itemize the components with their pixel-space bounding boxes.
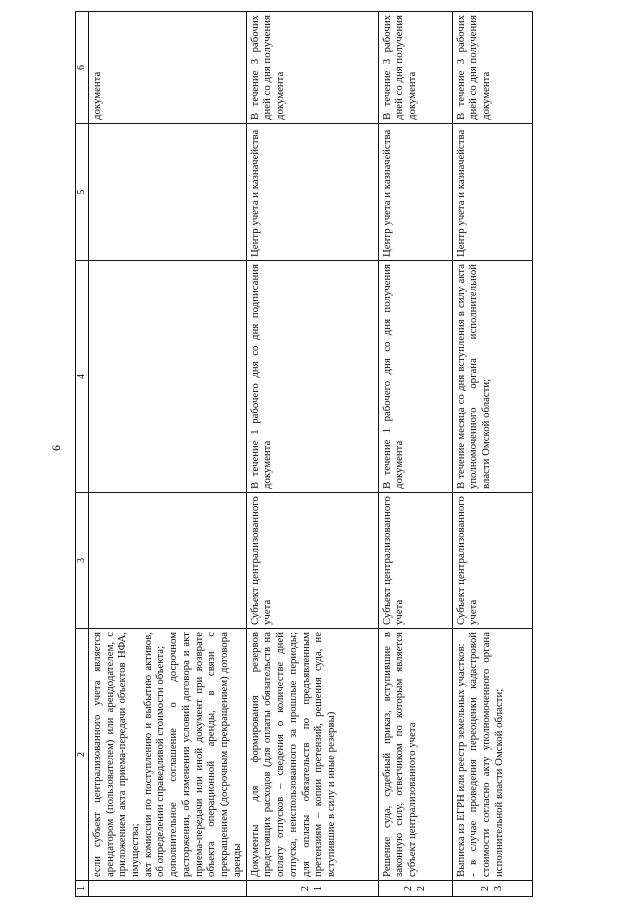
submitter-cell: Субъект централизованного учета — [378, 493, 452, 629]
document-line: если субъект централизованного учета является арендатором (пользователем) или арендодателем, с приложением акта приема-передачи объектов НФА, имущества; — [90, 632, 141, 877]
table-row — [378, 12, 452, 897]
column-number: 1 — [76, 881, 89, 897]
deadline-cell: В течение 1 рабочего дня со дня получения документа — [378, 261, 452, 493]
table-row — [246, 12, 378, 897]
column-number-row — [76, 12, 89, 897]
recipient-cell: Центр учета и казначейства — [246, 124, 378, 261]
document-line: - в случае проведения переоценки кадастровой стоимости согласно акту уполномоченного органа исполнительной власти Омской области; — [467, 632, 505, 877]
submitter-cell — [88, 493, 246, 629]
row-number-cell — [88, 881, 246, 897]
document-cell — [88, 629, 246, 881]
submitter-cell: Субъект централизованного учета — [452, 493, 532, 629]
recipient-cell: Центр учета и казначейства — [378, 124, 452, 261]
column-number: 2 — [76, 629, 89, 881]
document-cell — [452, 629, 532, 881]
document-line: Выписка из ЕГРН или реестр земельных участков: — [454, 643, 467, 877]
recipient-cell: Центр учета и казначейства — [452, 124, 532, 261]
document-line: дополнительное соглашение о досрочном расторжении, об изменении условий договора и акт приема-передачи или иной документ при возврате объекта операционной аренды, в связи с прекращением (досрочным прекращением) договора аренды — [167, 632, 243, 877]
column-number: 6 — [76, 12, 89, 124]
processing-cell: документа — [88, 12, 246, 124]
row-number: 21 — [246, 881, 378, 897]
column-number: 3 — [76, 493, 89, 629]
document-line: акт комиссии по поступлению и выбытию активов, об определении справедливой стоимости объекта; — [141, 632, 167, 877]
row-number: 22 — [378, 881, 452, 897]
rotated-page — [75, 12, 615, 897]
processing-cell: В течение 3 рабочих дней со дня получения документа — [452, 12, 532, 124]
page-number: 6 — [49, 445, 63, 451]
column-number: 5 — [76, 124, 89, 261]
deadline-cell: В течение 1 рабочего дня со дня подписания документа — [246, 261, 378, 493]
document-cell: Решение суда, судебный приказ, вступившие в законную силу, ответчиком по которым является субъект централизованного учета — [378, 629, 452, 881]
processing-cell: В течение 3 рабочих дней со дня получения документа — [378, 12, 452, 124]
recipient-cell — [88, 124, 246, 261]
row-number: 23 — [452, 881, 532, 897]
document-cell: Документы для формирования резервов предстоящих расходов (для оплаты обязательств на оплату отпусков – сведения о количестве дней отпуска, неиспользованного за прошлые периоды; для оплаты обязательств по предъявленным претензиям – копии претензий, решения суда, не вступившие в силу и иные резервы) — [246, 629, 378, 881]
deadline-cell: В течение месяца со дня вступления в силу акта уполномоченного органа исполнительной власти Омской области; — [452, 261, 532, 493]
table-row — [452, 12, 532, 897]
deadline-cell — [88, 261, 246, 493]
submitter-cell: Субъект централизованного учета — [246, 493, 378, 629]
table-row-continued — [88, 12, 246, 897]
column-number: 4 — [76, 261, 89, 493]
document-table — [75, 11, 533, 897]
processing-cell: В течение 3 рабочих дней со дня получения документа — [246, 12, 378, 124]
